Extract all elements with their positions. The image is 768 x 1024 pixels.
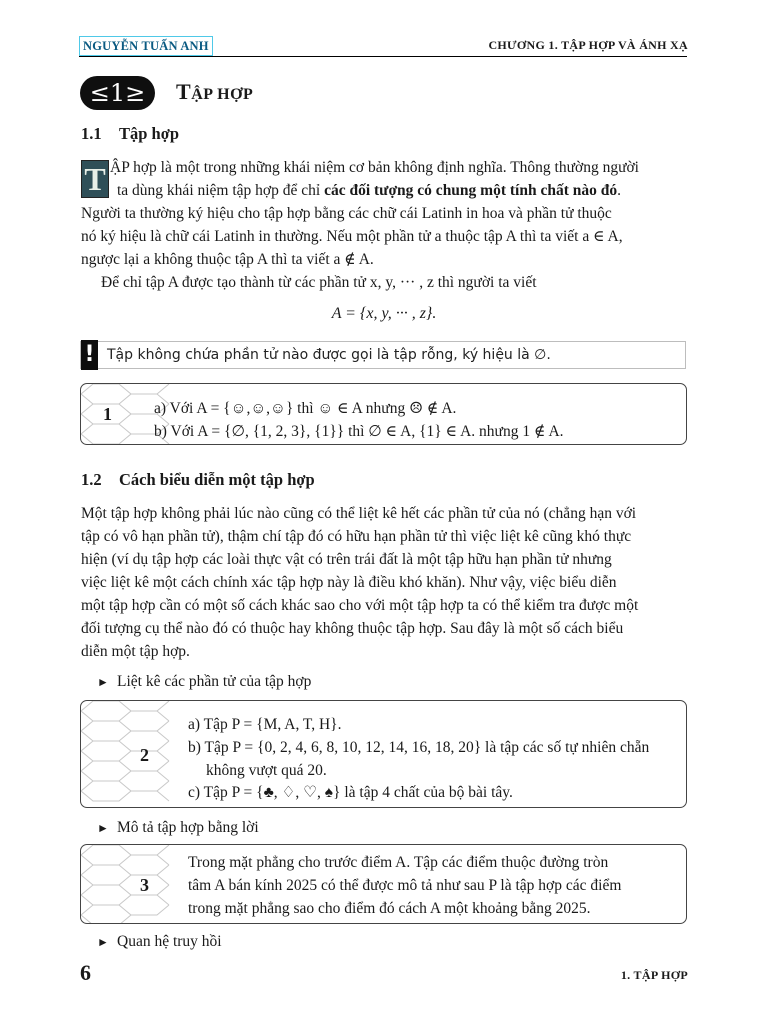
para2-line1: Một tập hợp không phải lúc nào cũng có thể liệt kê hết các phần tử của nó (chẳng hạn với [81,505,637,522]
dropcap: T [81,160,109,198]
example1-line-a: a) Với A = {☺,☺,☺} thì ☺ ∈ A nhưng ☹ ∉ A. [154,400,457,417]
header-author: NGUYỄN TUẤN ANH [79,36,213,56]
bullet-text: Liệt kê các phần tử của tập hợp [117,673,312,690]
para2-line5: một tập hợp cần có một số cách khác sao cho với một tập hợp ta có thể kiểm tra được một [81,597,639,614]
para2-line4: việc liệt kê một cách chính xác tập hợp này là điều khó khăn). Như vậy, việc biểu diễn [81,574,617,591]
example-number-3: 3 [140,875,149,895]
chapter-badge: ≤1≥ [80,76,155,110]
section-title: Tập hợp [119,124,180,143]
para2-line2: tập có vô hạn phần tử), thậm chí tập đó có hữu hạn phần tử thì việc liệt kê cũng khó thực [81,528,632,545]
para1-line2-bold: các đối tượng có chung một tính chất nào đó [324,182,618,199]
triangle-bullet-icon: ► [97,675,109,689]
example3-line2: tâm A bán kính 2025 có thể được mô tả như sau P là tập hợp các điểm [188,877,622,894]
example2-line-b2: không vượt quá 20. [206,762,327,779]
example-box-1 [80,383,687,445]
footer-section: 1. TẬP HỢP [620,968,688,982]
para1-line6: Để chỉ tập A được tạo thành từ các phần tử x, y, ··· , z thì người ta viết [101,274,537,291]
chapter-title [176,79,253,105]
chapter-title-rest: ẬP HỢP [191,86,254,103]
header-rule [79,56,687,57]
example2-line-c: c) Tập P = {♣, ♢, ♡, ♠} là tập 4 chất của bộ bài tây. [188,784,513,801]
bullet-item-2 [97,819,259,837]
example3-line3: trong mặt phẳng sao cho điểm đó cách A một khoảng bằng 2025. [188,900,591,917]
section-heading-1 [81,124,179,144]
para1-line2-a: ta dùng khái niệm tập hợp để chỉ [117,182,325,199]
para2-line3: hiện (ví dụ tập hợp các loài thực vật có trên trái đất là một tập hữu hạn phần tử nhưng [81,551,612,568]
example1-line-b: b) Với A = {∅, {1, 2, 3}, {1}} thì ∅ ∈ A, {1} ∈ A. nhưng 1 ∉ A. [154,423,564,440]
header-chapter: CHƯƠNG 1. TẬP HỢP VÀ ÁNH XẠ [488,38,688,52]
triangle-bullet-icon: ► [97,935,109,949]
para2-line7: diễn một tập hợp. [81,643,190,660]
bullet-item-3 [97,933,222,951]
example-box-3 [80,844,687,924]
triangle-bullet-icon: ► [97,821,109,835]
page-number: 6 [80,960,91,985]
para2-line6: đối tượng cụ thể nào đó có thuộc hay không thuộc tập hợp. Sau đây là một số cách biểu [81,620,624,637]
example2-line-a: a) Tập P = {M, A, T, H}. [188,716,342,733]
equation: A = {x, y, ··· , z}. [331,305,437,322]
note-box [80,341,686,369]
section-number: 1.2 [81,470,102,489]
para1-line2 [117,179,687,203]
para1-line4: nó ký hiệu là chữ cái Latinh in thường. Nếu một phần tử a thuộc tập A thì ta viết a ∈ A, [81,228,623,245]
example-number-2: 2 [140,745,149,765]
section-title: Cách biểu diễn một tập hợp [119,470,315,489]
example2-line-b1: b) Tập P = {0, 2, 4, 6, 8, 10, 12, 14, 16, 18, 20} là tập các số tự nhiên chẵn [188,739,650,756]
para1-line5: ngược lại a không thuộc tập A thì ta viết a ∉ A. [81,251,374,268]
note-text: Tập không chứa phần tử nào được gọi là tập rỗng, ký hiệu là ∅. [107,347,551,363]
para1-line3: Người ta thường ký hiệu cho tập hợp bằng các chữ cái Latinh in hoa và phần tử thuộc [81,205,612,222]
bullet-item-1 [97,673,311,691]
para1-line2-c: . [617,182,621,199]
chapter-title-initial: T [176,79,192,104]
exclamation-icon: ! [81,340,98,370]
section-heading-2 [81,470,315,490]
example-number-1: 1 [103,404,112,424]
section-number: 1.1 [81,124,102,143]
para1-line1: ẬP hợp là một trong những khái niệm cơ bản không định nghĩa. Thông thường người [110,159,639,176]
bullet-text: Mô tả tập hợp bằng lời [117,819,259,836]
bullet-text: Quan hệ truy hồi [117,933,222,950]
example-box-2 [80,700,687,808]
example3-line1: Trong mặt phẳng cho trước điểm A. Tập các điểm thuộc đường tròn [188,854,609,871]
